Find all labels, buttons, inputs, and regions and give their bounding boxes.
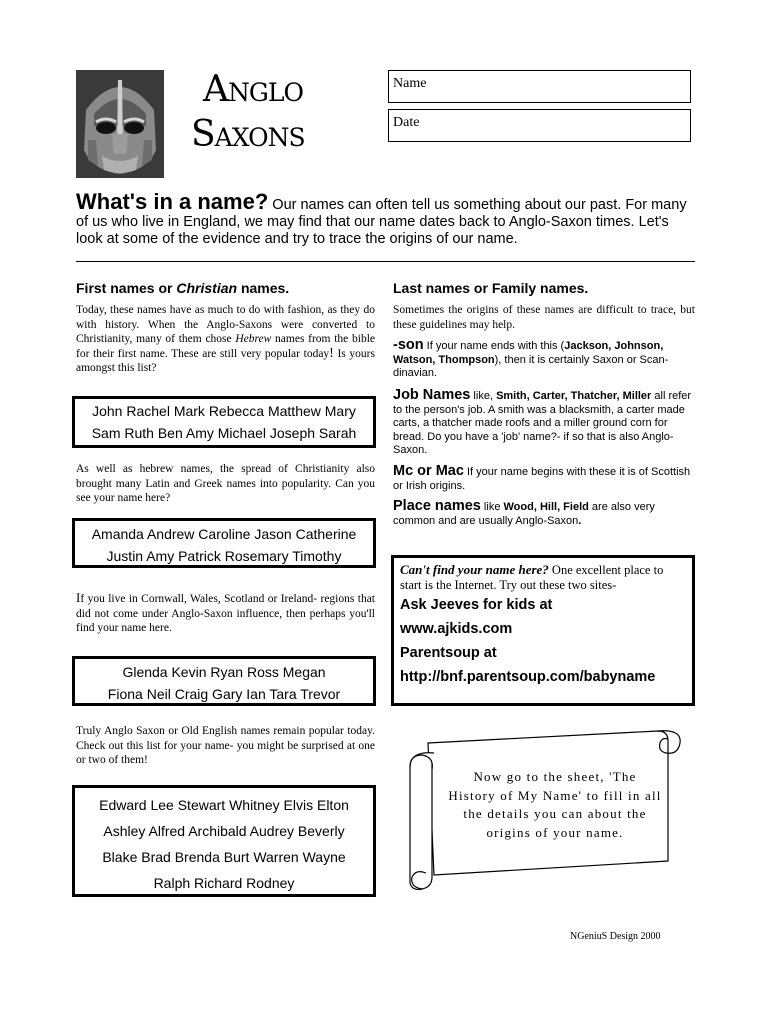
intro-heading: What's in a name? xyxy=(76,189,269,214)
first-names-heading-italic: Christian xyxy=(176,280,238,296)
divider xyxy=(76,261,695,262)
name-list-row: John Rachel Mark Rebecca Matthew Mary xyxy=(92,403,356,419)
paragraph-text: Today, these names have as much to do with fashion, as they do with history. When the Anglo-Saxons were converted to Christianity, many of them chose xyxy=(76,304,375,345)
paragraph-italic: Hebrew xyxy=(235,333,272,345)
title-line-2: Saxons xyxy=(191,114,305,155)
celtic-names-paragraph xyxy=(76,591,375,636)
paragraph-text: like xyxy=(480,501,504,513)
name-list-row: Justin Amy Patrick Rosemary Timothy xyxy=(106,548,342,564)
paragraph-bold: Smith, Carter, Thatcher, Miller xyxy=(496,390,652,402)
mc-mac-paragraph xyxy=(393,465,695,493)
date-field[interactable] xyxy=(388,109,691,142)
old-english-paragraph: Truly Anglo Saxon or Old English names remain popular today. Check out this list for your name- you might be surprised at one or two of them! xyxy=(76,725,375,766)
name-list-row: Ashley Alfred Archibald Audrey Beverly xyxy=(103,823,345,839)
site1-url-link[interactable]: www.ajkids.com xyxy=(400,621,513,637)
keyword: Mc or Mac xyxy=(393,463,464,479)
paragraph-text: like, xyxy=(470,390,497,402)
title-line-1: Anglo xyxy=(203,69,303,110)
paragraph-text: If your name ends with this ( xyxy=(423,340,565,352)
date-field-label: Date xyxy=(393,115,420,130)
name-list-row: Sam Ruth Ben Amy Michael Joseph Sarah xyxy=(91,425,357,441)
intro-text: Our names can often tell us something about our past. For many of us who live in England, we may find that our name dates back to Anglo-Saxon times. Let's look at some of the evidence and try to trace the origins of our name. xyxy=(76,197,687,247)
name-list-row: Fiona Neil Craig Gary Ian Tara Trevor xyxy=(107,686,341,702)
name-field-label: Name xyxy=(393,76,427,91)
latin-greek-paragraph: As well as hebrew names, the spread of Christianity also brought many Latin and Greek names into popularity. Can you see your name here? xyxy=(76,463,375,504)
site2-url-link[interactable]: http://bnf.parentsoup.com/babyname xyxy=(400,669,656,685)
intro-paragraph xyxy=(76,189,696,248)
last-names-intro: Sometimes the origins of these names are difficult to trace, but these guidelines may help. xyxy=(393,304,695,331)
paragraph-text: If your name begins with these it is of Scottish or Irish origins. xyxy=(393,466,691,492)
name-list-row: Amanda Andrew Caroline Jason Catherine xyxy=(91,526,357,542)
first-names-heading-part: names. xyxy=(237,280,290,296)
job-names-paragraph xyxy=(393,389,695,458)
place-names-paragraph xyxy=(393,500,695,528)
paragraph-text: names from the bible for their first name. These are still very popular today xyxy=(76,333,375,360)
site1-name: Ask Jeeves for kids at xyxy=(400,597,553,613)
sites-lead-italic: Can't find your name here? xyxy=(400,562,549,577)
hebrew-names-paragraph xyxy=(76,303,375,376)
sites-lead xyxy=(400,562,686,593)
name-list-row: Edward Lee Stewart Whitney Elvis Elton xyxy=(99,797,349,813)
paragraph-text: ), then it is certainly Saxon or Scan-dinavian. xyxy=(393,353,669,379)
name-list-row: Ralph Richard Rodney xyxy=(153,875,295,891)
paragraph-text: are also very common and are usually Anglo-Saxon xyxy=(393,501,655,527)
paragraph-text: all refer to the person's job. A smith was a blacksmith, a carter made carts, a thatcher made roofs and a miller ground corn for bread. Do you have a 'job' name?- if so that is also Anglo-Saxon. xyxy=(393,390,692,456)
old-english-names-box xyxy=(72,785,376,897)
scroll-instruction: Now go to the sheet, 'The History of My Name' to fill in all the details you can about the origins of your name. xyxy=(448,769,662,840)
paragraph-text: Is yours amongst this list? xyxy=(76,347,375,374)
paragraph-bold: Wood, Hill, Field xyxy=(503,501,589,513)
latin-greek-names-box xyxy=(72,518,376,568)
keyword: Place names xyxy=(393,498,481,514)
sites-lead-text: One excellent place to start is the Internet. Try out these two sites- xyxy=(400,563,664,592)
footer-credit: NGeniuS Design 2000 xyxy=(570,931,661,942)
hebrew-names-box xyxy=(72,396,376,448)
celtic-names-box xyxy=(72,656,376,706)
internet-sites-box xyxy=(391,555,695,706)
name-field[interactable] xyxy=(388,70,691,103)
name-list-row: Glenda Kevin Ryan Ross Megan xyxy=(122,664,326,680)
last-names-heading: Last names or Family names. xyxy=(393,280,589,296)
name-list-row: Blake Brad Brenda Burt Warren Wayne xyxy=(102,849,346,865)
keyword: Job Names xyxy=(393,387,471,403)
paragraph-text: ! xyxy=(329,345,334,361)
son-paragraph xyxy=(393,339,695,381)
keyword: -son xyxy=(393,337,424,353)
paragraph-text: f you live in Cornwall, Wales, Scotland or Ireland- regions that did not come under Anglo-Saxon influence, then perhaps you'll find your name here. xyxy=(76,593,375,634)
site2-name: Parentsoup at xyxy=(400,645,497,661)
paragraph-bold: . xyxy=(578,514,582,527)
paragraph-text: I xyxy=(76,590,81,605)
paragraph-bold: Jackson, Johnson, Watson, Thompson xyxy=(393,340,664,366)
first-names-heading xyxy=(76,280,289,296)
helmet-image xyxy=(76,70,164,178)
first-names-heading-part: First names or xyxy=(76,280,177,296)
